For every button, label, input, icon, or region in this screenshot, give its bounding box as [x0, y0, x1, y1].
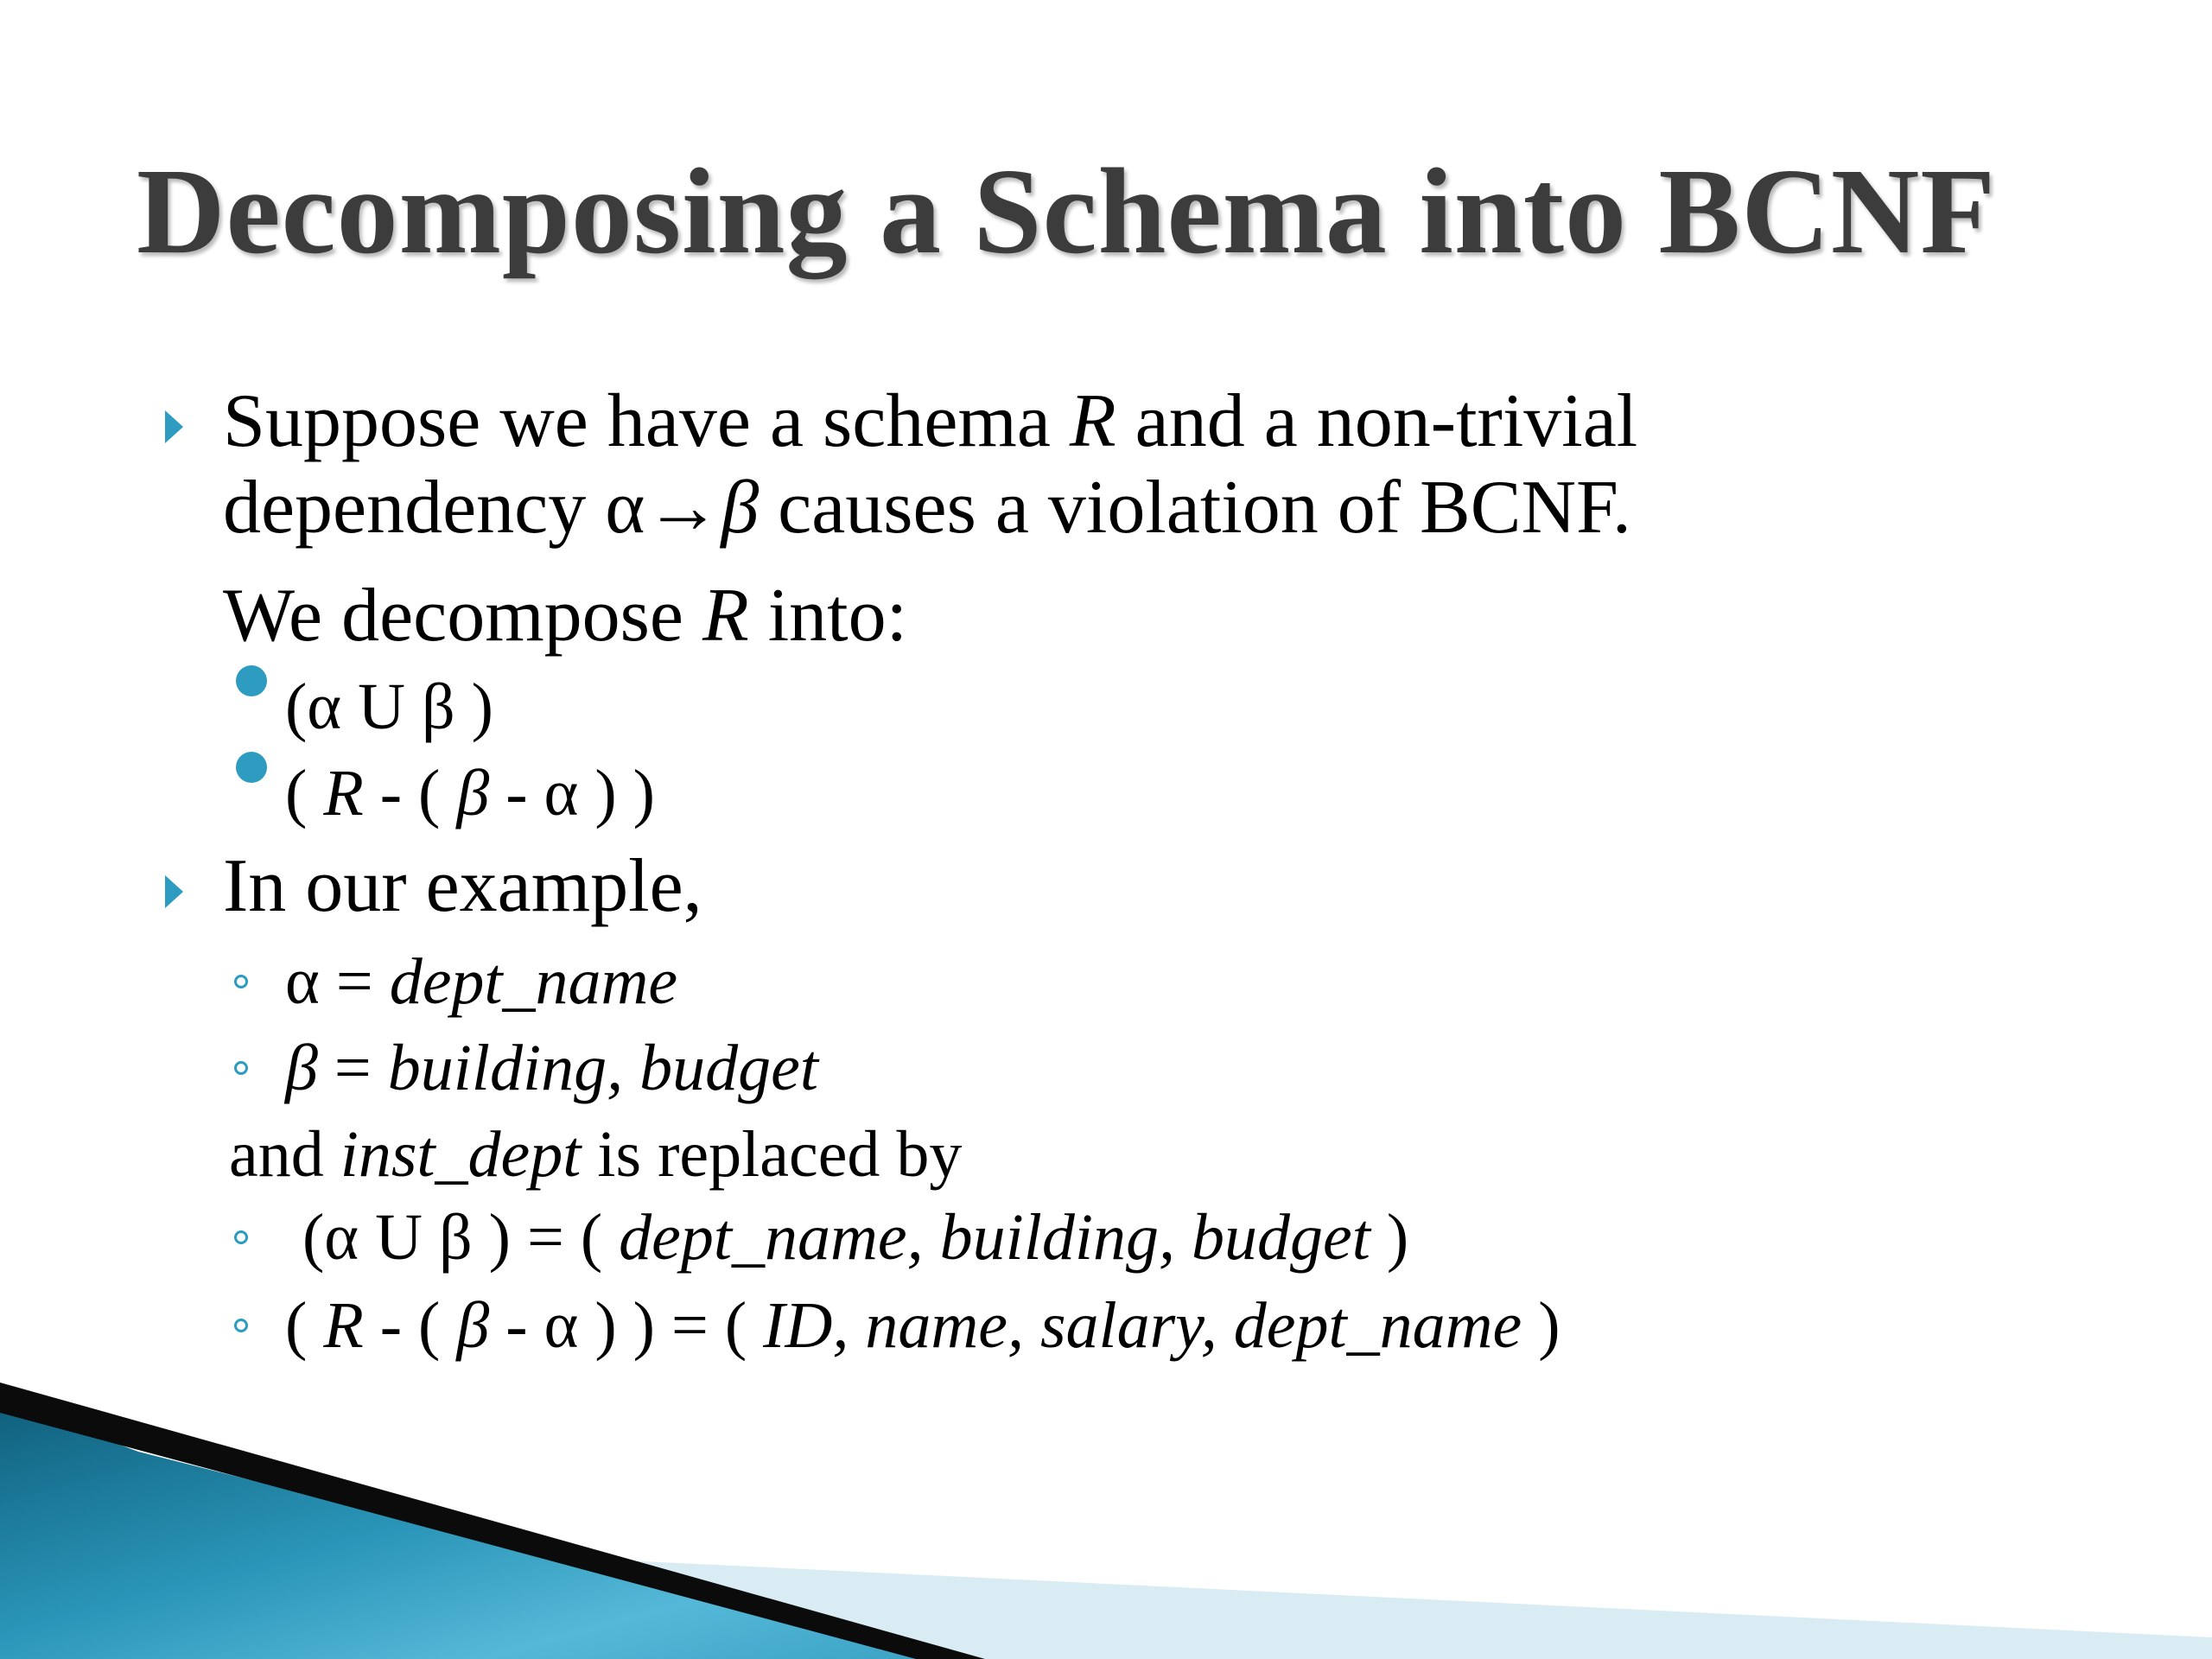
sub-item-beta: β = building, budget — [285, 1032, 818, 1104]
replaced-by-line: and inst_dept is replaced by — [229, 1118, 963, 1191]
sub-item-difference-result: ( R - ( β - α ) ) = ( ID, name, salary, dept_name ) — [285, 1289, 1560, 1362]
bullet-1-line-3: We decompose R into: — [223, 574, 908, 658]
sub-item-difference: ( R - ( β - α ) ) — [285, 757, 655, 830]
sub-item-alpha: α = dept_name — [285, 945, 678, 1018]
sub-item-union: (α U β ) — [285, 671, 493, 743]
bullet-1-line-1: Suppose we have a schema R and a non-trivial — [223, 379, 1638, 463]
bullet-1-line-2: dependency α→β causes a violation of BCNF. — [223, 466, 1631, 550]
sub-item-union-result: (α U β ) = ( dept_name, building, budget ) — [302, 1201, 1409, 1274]
slide-title: Decomposing a Schema into BCNF — [137, 143, 1997, 279]
bullet-2-line-1: In our example, — [223, 844, 702, 928]
